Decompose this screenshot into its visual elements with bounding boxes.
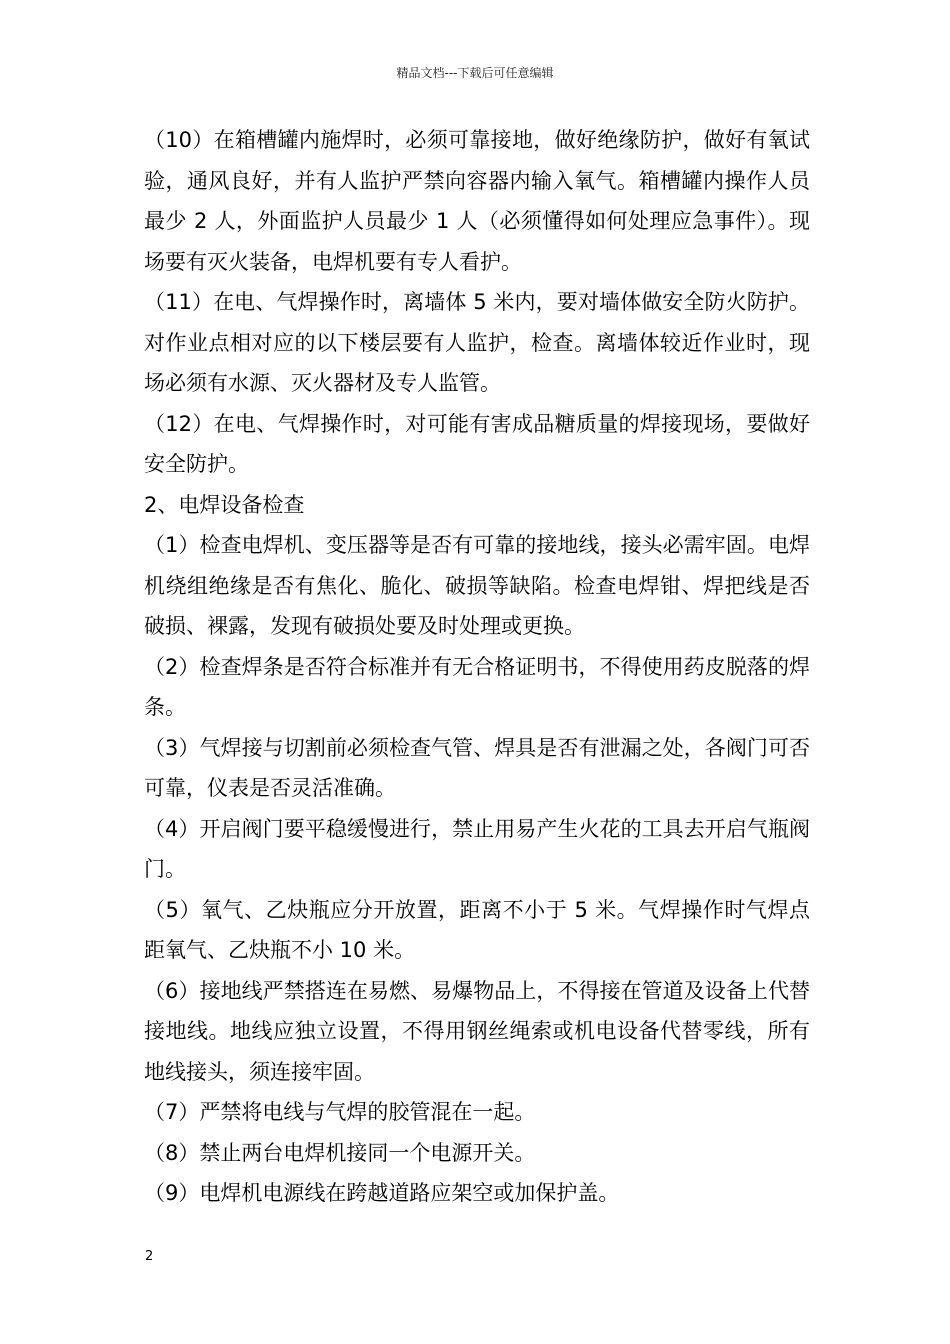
paragraph-7: （7）严禁将电线与气焊的胶管混在一起。 (144, 1100, 536, 1124)
paragraph-5: （5）氧气、乙炔瓶应分开放置，距离不小于 5 米。气焊操作时气焊点距氧气、乙炔瓶不小 10 米。 (144, 897, 810, 962)
paragraph-11: （11）在电、气焊操作时，离墙体 5 米内，要对墙体做安全防火防护。对作业点相对应的以下楼层要有人监护，检查。离墙体较近作业时，现场必须有水源、灭火器材及专人监管。 (144, 290, 810, 395)
document-body (144, 120, 810, 1214)
paragraph-2: （2）检查焊条是否符合标准并有无合格证明书，不得使用药皮脱落的焊条。 (144, 654, 810, 719)
paragraph-12: （12）在电、气焊操作时，对可能有害成品糖质量的焊接现场，要做好安全防护。 (144, 411, 810, 476)
paragraph-8: （8）禁止两台电焊机接同一个电源开关。 (144, 1140, 536, 1165)
paragraph-10: （10）在箱槽罐内施焊时，必须可靠接地，做好绝缘防护，做好有氧试验，通风良好，并有人监护严禁向容器内输入氧气。箱槽罐内操作人员最少 2 人，外面监护人员最少 1 人（必须懂得如何处理应急事件）。现场要有灭火装备，电焊机要有专人看护。 (144, 128, 810, 274)
paragraph-1: （1）检查电焊机、变压器等是否有可靠的接地线，接头必需牢固。电焊机绕组绝缘是否有焦化、脆化、破损等缺陷。检查电焊钳、焊把线是否破损、裸露，发现有破损处要及时处理或更换。 (144, 533, 810, 638)
section-heading: 2、电焊设备检查 (144, 492, 305, 517)
paragraph-3: （3）气焊接与切割前必须检查气管、焊具是否有泄漏之处，各阀门可否可靠，仪表是否灵活准确。 (144, 735, 810, 800)
page-number: 2 (145, 1249, 154, 1264)
paragraph-9: （9）电焊机电源线在跨越道路应架空或加保护盖。 (144, 1181, 620, 1205)
paragraph-6: （6）接地线严禁搭连在易燃、易爆物品上，不得接在管道及设备上代替接地线。地线应独立设置，不得用钢丝绳索或机电设备代替零线，所有地线接头，须连接牢固。 (144, 978, 810, 1084)
page-header: 精品文档---下载后可任意编辑 (396, 66, 554, 80)
paragraph-4: （4）开启阀门要平稳缓慢进行，禁止用易产生火花的工具去开启气瓶阀门。 (144, 816, 810, 881)
